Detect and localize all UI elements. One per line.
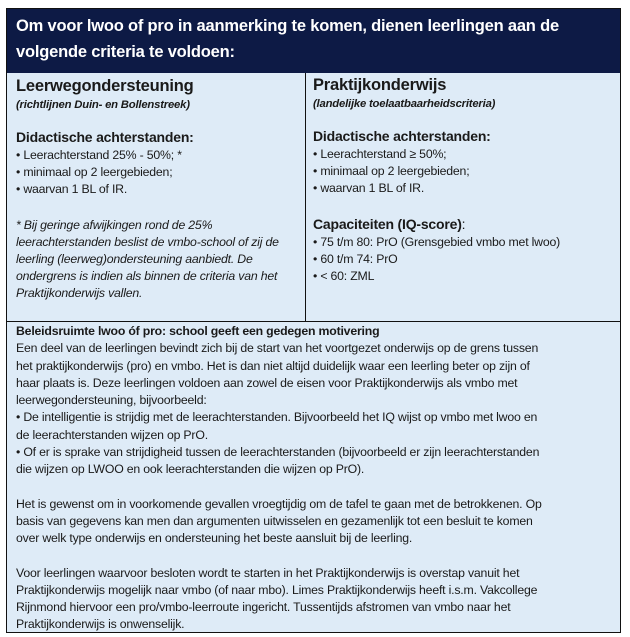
pro-bullet: • minimaal op 2 leergebieden;	[313, 164, 470, 178]
text-line: het praktijkonderwijs (pro) en vmbo. Het is dan niet altijd duidelijk waar een leerling beter op zijn of	[16, 358, 530, 373]
text-line: Het is gewenst om in voorkomende gevallen vroegtijdig om de tafel te gaan met de betrokkenen. Op	[16, 496, 542, 511]
lwoo-title: Leerwegondersteuning	[16, 77, 194, 95]
lwoo-footnote	[16, 217, 279, 302]
beleidsruimte-title: Beleidsruimte lwoo óf pro: school geeft een gedegen motivering	[16, 324, 380, 338]
capacity-colon: :	[461, 216, 466, 232]
header-line: volgende criteria te voldoen:	[16, 43, 235, 61]
text-line: over welk type onderwijs en ondersteuning het beste aansluit bij de leerling.	[16, 531, 413, 546]
footnote-line: * Bij geringe afwijkingen rond de 25%	[16, 218, 213, 232]
lwoo-cell	[16, 75, 279, 302]
text-line: de leerachterstanden wijzen op PrO.	[16, 427, 208, 442]
header-line: Om voor lwoo of pro in aanmerking te komen, dienen leerlingen aan de	[16, 17, 559, 35]
lwoo-bullet: • Leerachterstand 25% - 50%; *	[16, 148, 182, 162]
table-header	[7, 9, 620, 73]
beleidsruimte-cell	[16, 323, 542, 634]
column-divider	[305, 73, 306, 321]
row-divider	[7, 321, 620, 322]
paragraph-2	[16, 496, 542, 548]
text-line: leerwegondersteuning, bijvoorbeeld:	[16, 393, 207, 408]
pro-title: Praktijkonderwijs	[313, 76, 447, 94]
pro-subtitle: (landelijke toelaatbaarheidscriteria)	[313, 98, 496, 110]
text-line: Voor leerlingen waarvoor besloten wordt te starten in het Praktijkonderwijs is overstap vanuit het	[16, 565, 520, 580]
pro-capacity-title	[313, 214, 560, 234]
pro-cell	[313, 74, 560, 285]
criteria-table	[6, 8, 621, 633]
pro-bullet: • Leerachterstand ≥ 50%;	[313, 147, 447, 161]
text-line: • Of er is sprake van strijdigheid tussen de leerachterstanden (bijvoorbeeld er zijn leerachterstanden	[16, 445, 540, 460]
pro-iq-bullet: • < 60: ZML	[313, 269, 375, 283]
text-line: Praktijkonderwijs is onwenselijk.	[16, 617, 185, 632]
pro-bullet: • waarvan 1 BL of IR.	[313, 181, 425, 195]
lwoo-bullet: • minimaal op 2 leergebieden;	[16, 165, 173, 179]
pro-iq-bullet: • 60 t/m 74: PrO	[313, 252, 398, 266]
lwoo-subtitle: (richtlijnen Duin- en Bollenstreek)	[16, 99, 190, 111]
text-line: haar plaats is. Deze leerlingen voldoen aan zowel de eisen voor Praktijkonderwijs als vmbo met	[16, 375, 518, 390]
footnote-line: leerling (leerweg)ondersteuning aanbiedt. De	[16, 252, 253, 266]
pro-iq-bullet: • 75 t/m 80: PrO (Grensgebied vmbo met lwoo)	[313, 235, 561, 249]
lwoo-section-title: Didactische achterstanden:	[16, 129, 194, 145]
text-line: Praktijkonderwijs mogelijk naar vmbo (of naar mbo). Limes Praktijkonderwijs heeft i.s.m. Vakcollege	[16, 582, 538, 597]
text-line: Rijnmond hiervoor een pro/vmbo-leerroute ingericht. Tussentijds afstromen van vmbo naar het	[16, 600, 511, 615]
pro-section-title: Didactische achterstanden:	[313, 128, 491, 144]
text-line: basis van gegevens kan men dan argumenten uitwisselen en gezamenlijk tot een besluit te komen	[16, 513, 533, 528]
text-line: • De intelligentie is strijdig met de leerachterstanden. Bijvoorbeeld het IQ wijst op vmbo met lwoo en	[16, 410, 538, 425]
footnote-line: ondergrens is indien als binnen de criteria van het	[16, 269, 278, 283]
capacity-title-text: Capaciteiten (IQ-score)	[313, 216, 462, 232]
footnote-line: leerachterstanden beslist de vmbo-school of zij de	[16, 235, 279, 249]
lwoo-bullet: • waarvan 1 BL of IR.	[16, 182, 128, 196]
paragraph-3	[16, 565, 542, 634]
paragraph-1	[16, 340, 542, 478]
text-line: die wijzen op LWOO en ook leerachterstanden die wijzen op PrO).	[16, 462, 365, 477]
footnote-line: Praktijkonderwijs vallen.	[16, 286, 143, 300]
text-line: Een deel van de leerlingen bevindt zich bij de start van het voortgezet onderwijs op de grens tussen	[16, 341, 539, 356]
